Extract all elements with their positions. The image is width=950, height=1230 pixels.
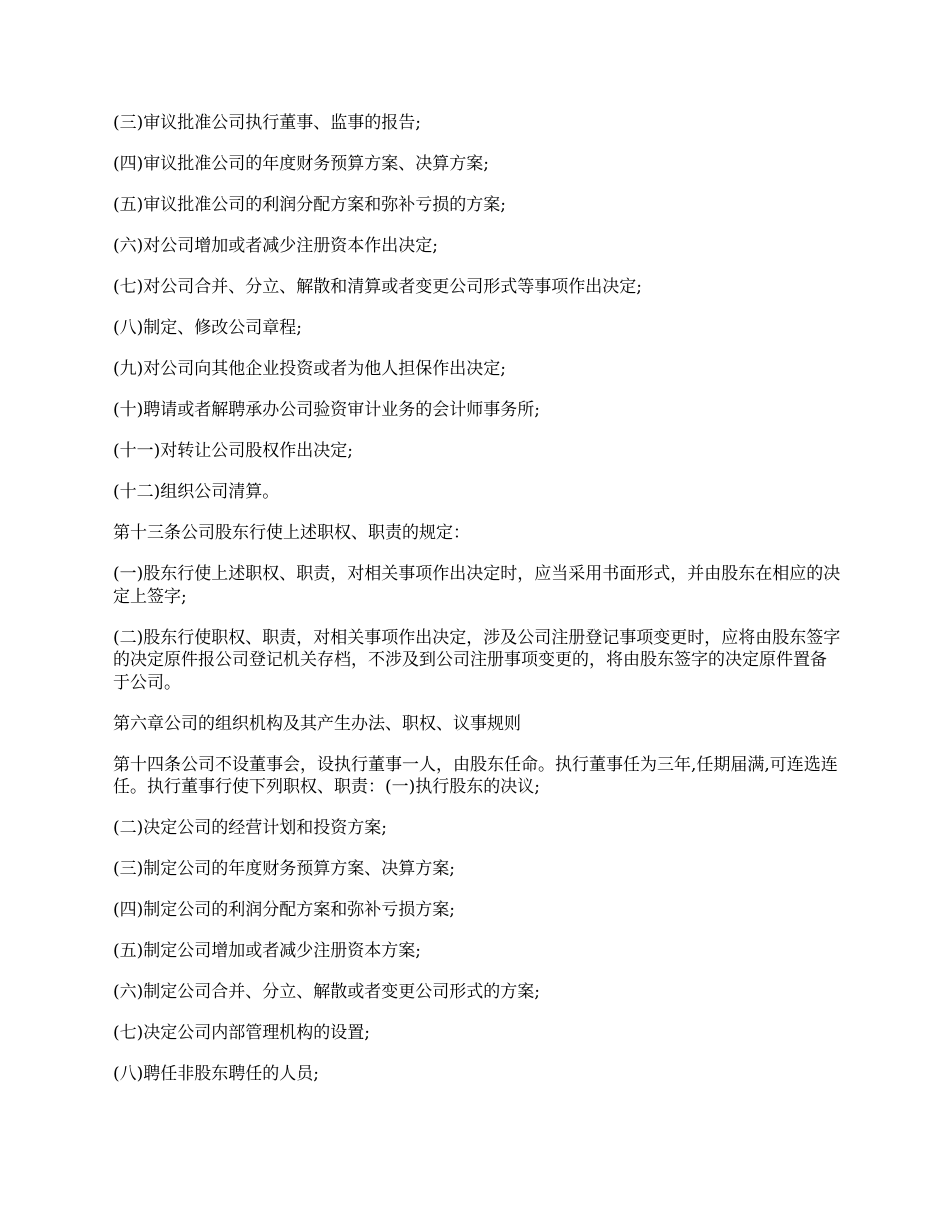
clause-3-review-reports: (三)审议批准公司执行董事、监事的报告; xyxy=(113,113,421,133)
clause-11-equity-transfer: (十一)对转让公司股权作出决定; xyxy=(113,441,353,461)
clause-4-review-budget: (四)审议批准公司的年度财务预算方案、决算方案; xyxy=(113,154,489,174)
clause-10-accounting-firm: (十)聘请或者解聘承办公司验资审计业务的会计师事务所; xyxy=(113,400,540,420)
director-duty-6: (六)制定公司合并、分立、解散或者变更公司形式的方案; xyxy=(113,982,540,1002)
article-14-text: 第十四条公司不设董事会，设执行董事一人，由股东任命。执行董事任为三年,任期届满,可连选连任。执行董事行使下列职权、职责：(一)执行股东的决议; xyxy=(113,754,838,797)
director-duty-7: (七)决定公司内部管理机构的设置; xyxy=(113,1023,370,1043)
clause-5-review-profit-plan: (五)审议批准公司的利润分配方案和弥补亏损的方案; xyxy=(113,195,506,215)
director-duty-8: (八)聘任非股东聘任的人员; xyxy=(113,1064,319,1084)
clause-6-capital-change: (六)对公司增加或者减少注册资本作出决定; xyxy=(113,236,438,256)
director-duty-2: (二)决定公司的经营计划和投资方案; xyxy=(113,818,387,838)
director-duty-3: (三)制定公司的年度财务预算方案、决算方案; xyxy=(113,859,455,879)
clause-7-merger-decision: (七)对公司合并、分立、解散和清算或者变更公司形式等事项作出决定; xyxy=(113,277,642,297)
chapter-6-heading: 第六章公司的组织机构及其产生办法、职权、议事规则 xyxy=(113,713,521,734)
clause-8-articles: (八)制定、修改公司章程; xyxy=(113,318,302,338)
document-body xyxy=(113,112,843,1104)
clause-9-investment: (九)对公司向其他企业投资或者为他人担保作出决定; xyxy=(113,359,506,379)
article-13-item-2: (二)股东行使职权、职责，对相关事项作出决定，涉及公司注册登记事项变更时，应将由股东签字的决定原件报公司登记机关存档，不涉及到公司注册事项变更的，将由股东签字的决定原件置备于公司。 xyxy=(113,627,841,693)
director-duty-4: (四)制定公司的利润分配方案和弥补亏损方案; xyxy=(113,900,455,920)
article-13-heading: 第十三条公司股东行使上述职权、职责的规定： xyxy=(113,523,470,543)
clause-12-liquidation: (十二)组织公司清算。 xyxy=(113,482,280,502)
director-duty-5: (五)制定公司增加或者减少注册资本方案; xyxy=(113,941,421,961)
article-13-item-1: (一)股东行使上述职权、职责，对相关事项作出决定时，应当采用书面形式，并由股东在相应的决定上签字; xyxy=(113,564,841,607)
